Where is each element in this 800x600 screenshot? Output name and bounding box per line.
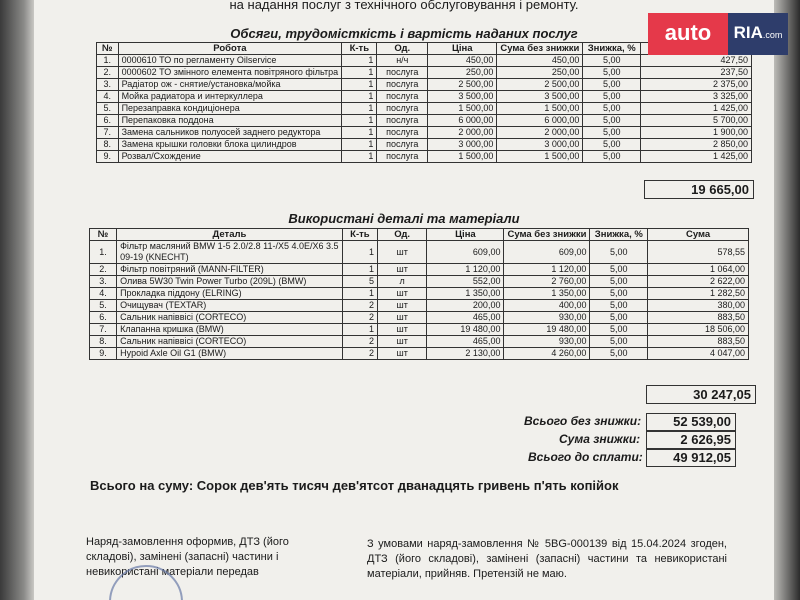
parts-total: 30 247,05	[646, 385, 756, 404]
services-cell: Перезаправка кондиціонера	[118, 103, 342, 115]
watermark-right	[728, 13, 788, 55]
parts-cell: 3.	[90, 276, 117, 288]
no-discount-value: 52 539,00	[646, 413, 736, 431]
parts-cell: 1 350,00	[504, 288, 590, 300]
services-cell: 3 500,00	[497, 91, 583, 103]
parts-header-cell: Сума без знижки	[504, 229, 590, 241]
services-cell: 427,50	[641, 55, 752, 67]
parts-header-cell: №	[90, 229, 117, 241]
parts-cell: 1	[342, 241, 377, 264]
services-cell: послуга	[377, 79, 428, 91]
parts-header-cell: Деталь	[117, 229, 343, 241]
services-cell: Замена сальников полуосей заднего редуктора	[118, 127, 342, 139]
services-cell: 5,00	[583, 67, 641, 79]
parts-cell: 5,00	[590, 312, 648, 324]
services-row	[97, 127, 752, 139]
services-cell: 1	[342, 67, 377, 79]
parts-cell: 552,00	[427, 276, 504, 288]
parts-cell: 1.	[90, 241, 117, 264]
services-cell: послуга	[377, 91, 428, 103]
services-cell: 1	[342, 103, 377, 115]
services-cell: 1 500,00	[428, 151, 497, 163]
parts-cell: Сальник напіввісі (CORTECO)	[117, 312, 343, 324]
services-row	[97, 139, 752, 151]
parts-cell: 883,50	[648, 336, 749, 348]
services-cell: 5,00	[583, 55, 641, 67]
services-cell: 1.	[97, 55, 119, 67]
services-cell: 1	[342, 115, 377, 127]
discount-label: Сума знижки:	[559, 432, 641, 446]
services-cell: 3 325,00	[641, 91, 752, 103]
services-cell: 250,00	[428, 67, 497, 79]
services-cell: 3 000,00	[497, 139, 583, 151]
services-cell: 1 500,00	[497, 103, 583, 115]
watermark-right-text: RIA	[733, 23, 763, 42]
services-cell: 6 000,00	[428, 115, 497, 127]
services-cell: 1	[342, 151, 377, 163]
parts-header-cell: Ціна	[427, 229, 504, 241]
services-cell: 450,00	[497, 55, 583, 67]
services-cell: 250,00	[497, 67, 583, 79]
parts-cell: 5,00	[590, 264, 648, 276]
services-cell: 2 500,00	[428, 79, 497, 91]
parts-cell: шт	[377, 288, 426, 300]
parts-cell: шт	[377, 348, 426, 360]
parts-title: Використані деталі та матеріали	[288, 211, 520, 226]
parts-cell: 4 260,00	[504, 348, 590, 360]
parts-cell: 2 130,00	[427, 348, 504, 360]
parts-cell: Hypoid Axle Oil G1 (BMW)	[117, 348, 343, 360]
parts-cell: 1 120,00	[504, 264, 590, 276]
parts-cell: 19 480,00	[504, 324, 590, 336]
parts-cell: 2 622,00	[648, 276, 749, 288]
services-cell: 2 375,00	[641, 79, 752, 91]
parts-cell: 578,55	[648, 241, 749, 264]
parts-cell: 1 350,00	[427, 288, 504, 300]
parts-cell: 5.	[90, 300, 117, 312]
services-title: Обсяги, трудомісткість і вартість наданих послуг	[230, 26, 578, 41]
parts-cell: 5,00	[590, 336, 648, 348]
services-header-cell: Знижка, %	[583, 43, 641, 55]
services-cell: 1 425,00	[641, 151, 752, 163]
services-cell: 2.	[97, 67, 119, 79]
watermark-left: auto	[648, 13, 728, 55]
parts-cell: 465,00	[427, 312, 504, 324]
services-header-cell: К-ть	[342, 43, 377, 55]
parts-cell: 1	[342, 264, 377, 276]
parts-cell: Олива 5W30 Twin Power Turbo (209L) (BMW)	[117, 276, 343, 288]
services-cell: 3.	[97, 79, 119, 91]
parts-cell: 2.	[90, 264, 117, 276]
services-cell: послуга	[377, 127, 428, 139]
parts-cell: 2	[342, 348, 377, 360]
parts-header-cell: К-ть	[342, 229, 377, 241]
services-row	[97, 79, 752, 91]
parts-header-cell: Сума	[648, 229, 749, 241]
parts-cell: Сальник напіввісі (CORTECO)	[117, 336, 343, 348]
parts-cell: Фільтр масляний BMW 1-5 2.0/2.8 11-/X5 4.0E/X6 3.5 09-19 (KNECHT)	[117, 241, 343, 264]
parts-cell: шт	[377, 300, 426, 312]
amount-words-text: Сорок дев'ять тисяч дев'ятсот дванадцять гривень п'ять копійок	[196, 478, 619, 493]
services-cell: 5.	[97, 103, 119, 115]
services-cell: Розвал/Схождение	[118, 151, 342, 163]
services-cell: 1	[342, 91, 377, 103]
no-discount-label: Всього без знижки:	[524, 414, 642, 428]
parts-cell: л	[377, 276, 426, 288]
parts-cell: 930,00	[504, 336, 590, 348]
parts-cell: 1	[342, 288, 377, 300]
amount-in-words	[90, 478, 618, 493]
services-cell: 5,00	[583, 139, 641, 151]
services-cell: 3 000,00	[428, 139, 497, 151]
services-cell: 1	[342, 127, 377, 139]
services-cell: 8.	[97, 139, 119, 151]
photo-left-edge	[0, 0, 34, 600]
parts-cell: 4.	[90, 288, 117, 300]
parts-row	[90, 264, 749, 276]
services-row	[97, 103, 752, 115]
parts-cell: 5,00	[590, 300, 648, 312]
photo-right-edge	[774, 0, 800, 600]
parts-cell: 930,00	[504, 312, 590, 324]
parts-cell: шт	[377, 324, 426, 336]
services-table	[96, 42, 752, 163]
services-cell: Перепаковка поддона	[118, 115, 342, 127]
services-cell: 5,00	[583, 79, 641, 91]
services-cell: 0000602 ТО змінного елемента повітряного фільтра	[118, 67, 342, 79]
parts-cell: 18 506,00	[648, 324, 749, 336]
parts-cell: 5	[342, 276, 377, 288]
services-cell: 2 000,00	[497, 127, 583, 139]
parts-row	[90, 288, 749, 300]
services-cell: 5,00	[583, 127, 641, 139]
services-cell: 237,50	[641, 67, 752, 79]
parts-row	[90, 348, 749, 360]
parts-row	[90, 276, 749, 288]
footer-right: З умовами наряд-замовлення № 5BG-000139 від 15.04.2024 згоден, ДТЗ (його складові), замінені (запасні) частини та невикористані матеріали, прийняв. Претензій не маю.	[367, 538, 727, 580]
services-cell: 4.	[97, 91, 119, 103]
amount-words-label: Всього на суму:	[90, 478, 194, 493]
parts-row	[90, 312, 749, 324]
services-cell: 7.	[97, 127, 119, 139]
services-cell: 1 500,00	[428, 103, 497, 115]
services-cell: н/ч	[377, 55, 428, 67]
parts-cell: 200,00	[427, 300, 504, 312]
services-cell: послуга	[377, 67, 428, 79]
parts-header-cell: Знижка, %	[590, 229, 648, 241]
parts-cell: 5,00	[590, 288, 648, 300]
services-row	[97, 91, 752, 103]
services-header-cell: Сума без знижки	[497, 43, 583, 55]
parts-row	[90, 336, 749, 348]
services-cell: 1 425,00	[641, 103, 752, 115]
parts-header-row	[90, 229, 749, 241]
services-cell: 9.	[97, 151, 119, 163]
services-header-cell: Ціна	[428, 43, 497, 55]
services-cell: 6 000,00	[497, 115, 583, 127]
services-cell: 0000610 ТО по регламенту Oilservice	[118, 55, 342, 67]
services-cell: послуга	[377, 139, 428, 151]
parts-cell: Очищувач (TEXTAR)	[117, 300, 343, 312]
watermark-logo	[648, 13, 788, 55]
services-cell: 2 850,00	[641, 139, 752, 151]
services-cell: 3 500,00	[428, 91, 497, 103]
to-pay-value: 49 912,05	[646, 449, 736, 467]
services-total: 19 665,00	[644, 180, 754, 199]
parts-row	[90, 300, 749, 312]
parts-cell: 5,00	[590, 276, 648, 288]
services-cell: 450,00	[428, 55, 497, 67]
services-cell: послуга	[377, 151, 428, 163]
services-header-cell: Робота	[118, 43, 342, 55]
parts-cell: 609,00	[427, 241, 504, 264]
parts-cell: 1 120,00	[427, 264, 504, 276]
parts-cell: Прокладка піддону (ELRING)	[117, 288, 343, 300]
parts-cell: 8.	[90, 336, 117, 348]
parts-body	[90, 241, 749, 360]
parts-cell: 9.	[90, 348, 117, 360]
to-pay-label: Всього до сплати:	[528, 450, 643, 464]
services-cell: 1	[342, 55, 377, 67]
services-cell: 1 500,00	[497, 151, 583, 163]
services-header-cell: Од.	[377, 43, 428, 55]
parts-cell: 465,00	[427, 336, 504, 348]
parts-cell: шт	[377, 336, 426, 348]
services-body	[97, 55, 752, 163]
parts-cell: 19 480,00	[427, 324, 504, 336]
parts-row	[90, 324, 749, 336]
parts-cell: 2 760,00	[504, 276, 590, 288]
services-row	[97, 115, 752, 127]
parts-cell: 5,00	[590, 348, 648, 360]
parts-cell: 400,00	[504, 300, 590, 312]
parts-table	[89, 228, 749, 360]
invoice-page	[34, 0, 774, 600]
parts-cell: 4 047,00	[648, 348, 749, 360]
services-cell: послуга	[377, 103, 428, 115]
parts-cell: 7.	[90, 324, 117, 336]
parts-row	[90, 241, 749, 264]
services-cell: 2 500,00	[497, 79, 583, 91]
services-cell: 5,00	[583, 103, 641, 115]
watermark-suffix: .com	[762, 30, 783, 40]
services-cell: 5,00	[583, 91, 641, 103]
parts-cell: 380,00	[648, 300, 749, 312]
discount-value: 2 626,95	[646, 431, 736, 449]
parts-cell: шт	[377, 264, 426, 276]
services-cell: 1 900,00	[641, 127, 752, 139]
services-cell: Радіатор ож - снятие/установка/мойка	[118, 79, 342, 91]
parts-cell: Фільтр повітряний (MANN-FILTER)	[117, 264, 343, 276]
parts-cell: 6.	[90, 312, 117, 324]
parts-cell: 609,00	[504, 241, 590, 264]
services-row	[97, 67, 752, 79]
services-row	[97, 151, 752, 163]
parts-cell: шт	[377, 312, 426, 324]
parts-header-cell: Од.	[377, 229, 426, 241]
footer-left: Наряд-замовлення оформив, ДТЗ (його складові), замінені (запасні) частини і невикористані матеріали передав	[86, 536, 289, 578]
services-cell: 1	[342, 139, 377, 151]
parts-cell: 2	[342, 336, 377, 348]
parts-cell: 1 064,00	[648, 264, 749, 276]
services-row	[97, 55, 752, 67]
parts-cell: 5,00	[590, 324, 648, 336]
services-header-cell: №	[97, 43, 119, 55]
parts-cell: 1 282,50	[648, 288, 749, 300]
parts-cell: 1	[342, 324, 377, 336]
parts-cell: Клапанна кришка (BMW)	[117, 324, 343, 336]
parts-cell: шт	[377, 241, 426, 264]
parts-cell: 883,50	[648, 312, 749, 324]
services-cell: 5,00	[583, 151, 641, 163]
parts-cell: 2	[342, 300, 377, 312]
services-cell: 2 000,00	[428, 127, 497, 139]
header-text: на надання послуг з технічного обслуговування і ремонту.	[229, 0, 579, 12]
parts-cell: 5,00	[590, 241, 648, 264]
services-cell: Мойка радиатора и интеркуллера	[118, 91, 342, 103]
services-cell: 5 700,00	[641, 115, 752, 127]
services-cell: 1	[342, 79, 377, 91]
parts-cell: 2	[342, 312, 377, 324]
services-cell: Замена крышки головки блока цилиндров	[118, 139, 342, 151]
services-cell: 5,00	[583, 115, 641, 127]
services-cell: послуга	[377, 115, 428, 127]
services-cell: 6.	[97, 115, 119, 127]
